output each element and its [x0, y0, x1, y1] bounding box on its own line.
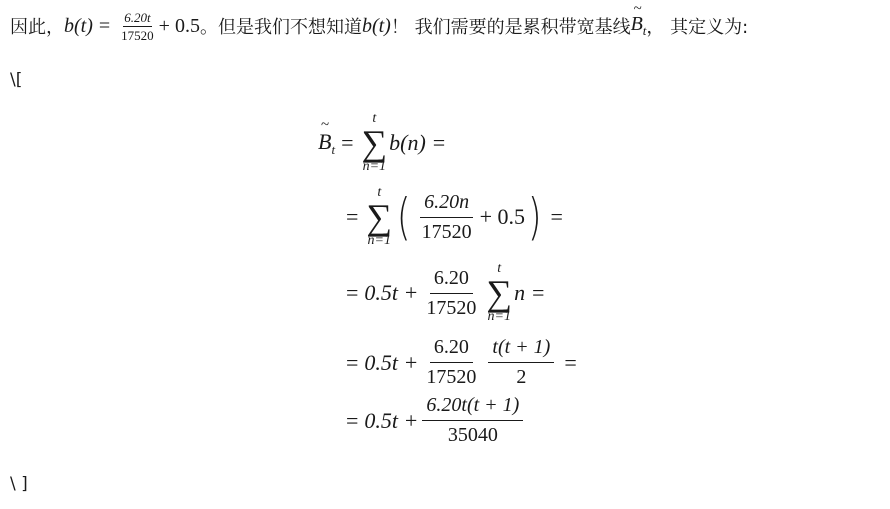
display-math-open-bracket: \[ — [10, 70, 23, 90]
intro-plus-half: + 0.5 — [158, 14, 200, 37]
row3-equals: = — [346, 280, 359, 306]
row2-trailing-equals: = — [550, 204, 563, 230]
row1-equals: = — [341, 130, 354, 156]
intro-equals: = — [98, 14, 111, 37]
intro-fraction-numerator: 6.20t — [124, 9, 151, 25]
row2-summation: t ∑ n=1 — [366, 185, 393, 249]
row4-fraction-2: $\frac{t(t + 1)}{2}$ — [488, 336, 554, 389]
row5-equals: = — [346, 407, 359, 433]
equation-row-1 — [318, 112, 446, 174]
row2-fraction: $\frac{6.20n}{17520}$ — [421, 190, 472, 243]
row2-right-paren: ) — [527, 188, 542, 247]
row4-fraction-1: $\frac{6.20}{17520}$ — [426, 336, 477, 388]
intro-b-of-t: b(t) — [64, 14, 93, 37]
row1-summation: t ∑ n=1 — [361, 111, 388, 175]
equation-row-4 — [346, 336, 583, 389]
row3-body: n = — [514, 280, 546, 306]
intro-fraction-denominator: 17520 — [121, 27, 154, 43]
intro-tail-text: ， 其定义为: — [646, 17, 749, 38]
row5-lead: 0.5t + — [364, 407, 419, 433]
equation-row-2 — [346, 186, 569, 248]
row4-lead: 0.5t + — [364, 349, 419, 375]
equation-row-3 — [346, 262, 545, 324]
equation-row-5 — [346, 394, 527, 447]
row2-plus-half: + 0.5 — [479, 204, 526, 230]
display-math-close-bracket: \ ] — [10, 474, 28, 494]
intro-b-tilde: ~ $B_t$ — [630, 1, 647, 38]
row3-fraction: $\frac{6.20}{17520}$ — [426, 266, 477, 319]
row1-b-tilde: ~ $B_t$ — [318, 116, 336, 157]
intro-lead-text: 因此， — [10, 17, 64, 38]
intro-mid-text: 。但是我们不想知道 — [199, 17, 362, 38]
row4-trailing-equals: = — [564, 349, 577, 375]
row3-lead: 0.5t + — [364, 280, 419, 306]
row2-left-paren: ( — [397, 188, 411, 247]
row2-equals: = — [346, 204, 359, 230]
intro-mid2-text: ！ 我们需要的是累积带宽基线 — [390, 17, 631, 38]
row5-fraction: $\frac{6.20t(t + 1)}{35040}$ — [422, 394, 523, 447]
row4-equals: = — [346, 349, 359, 375]
row3-summation: t ∑ n=1 — [486, 261, 513, 325]
row1-body: b(n) = — [389, 130, 447, 156]
intro-b-of-t-second: b(t) — [361, 14, 391, 37]
